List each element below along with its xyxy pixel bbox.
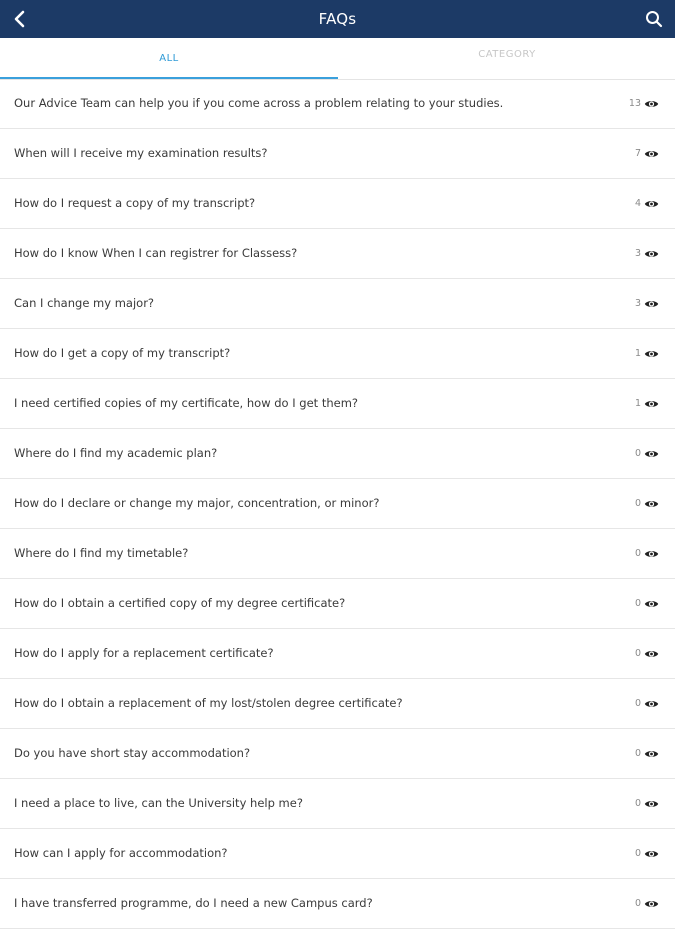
- view-count: 4: [634, 198, 641, 209]
- view-count: 0: [634, 898, 641, 909]
- faq-item[interactable]: [0, 129, 675, 179]
- faq-item[interactable]: [0, 729, 675, 779]
- view-count: 0: [634, 548, 641, 559]
- view-count: 1: [634, 398, 641, 409]
- faq-item[interactable]: [0, 229, 675, 279]
- faq-item[interactable]: [0, 429, 675, 479]
- faq-item[interactable]: [0, 529, 675, 579]
- faq-item[interactable]: [0, 329, 675, 379]
- faq-views: [635, 129, 659, 178]
- tab-category[interactable]: [338, 34, 675, 75]
- back-button[interactable]: [8, 7, 32, 31]
- eye-icon: [644, 249, 659, 259]
- eye-icon: [644, 699, 659, 709]
- faq-list: [0, 79, 675, 929]
- faq-views: [635, 729, 659, 778]
- eye-icon: [644, 299, 659, 309]
- eye-icon: [644, 549, 659, 559]
- faq-question: Can I change my major?: [14, 296, 155, 310]
- faq-question: Do you have short stay accommodation?: [14, 746, 251, 760]
- view-count: 0: [634, 498, 641, 509]
- view-count: 7: [634, 148, 641, 159]
- faq-question: Where do I find my timetable?: [14, 546, 189, 560]
- faq-question: How do I get a copy of my transcript?: [14, 346, 231, 360]
- faq-views: [635, 629, 659, 678]
- faq-views: [635, 379, 659, 428]
- tab-all-label: ALL: [159, 53, 179, 64]
- eye-icon: [644, 899, 659, 909]
- faq-item[interactable]: [0, 379, 675, 429]
- tab-all[interactable]: [0, 38, 338, 79]
- view-count: 0: [634, 448, 641, 459]
- view-count: 0: [634, 748, 641, 759]
- app-header: [0, 0, 675, 38]
- eye-icon: [644, 749, 659, 759]
- faq-views: [635, 679, 659, 728]
- faq-question: How do I request a copy of my transcript?: [14, 196, 256, 210]
- faq-question: When will I receive my examination results?: [14, 146, 268, 160]
- view-count: 3: [634, 248, 641, 259]
- faq-question: How do I obtain a certified copy of my degree certificate?: [14, 596, 346, 610]
- faq-item[interactable]: [0, 679, 675, 729]
- faq-item[interactable]: [0, 879, 675, 929]
- faq-views: [635, 479, 659, 528]
- faq-question: How do I obtain a replacement of my lost/stolen degree certificate?: [14, 696, 403, 710]
- search-icon: [645, 10, 663, 28]
- faq-views: [635, 279, 659, 328]
- faq-question: I need a place to live, can the University help me?: [14, 796, 303, 810]
- faq-question: Where do I find my academic plan?: [14, 446, 218, 460]
- faq-views: [635, 879, 659, 928]
- view-count: 13: [628, 98, 641, 109]
- view-count: 0: [634, 698, 641, 709]
- page-title: FAQs: [318, 10, 357, 28]
- view-count: 3: [634, 298, 641, 309]
- faq-views: [635, 779, 659, 828]
- eye-icon: [644, 199, 659, 209]
- eye-icon: [644, 399, 659, 409]
- faq-question: How do I know When I can registrer for Classess?: [14, 246, 298, 260]
- view-count: 0: [634, 648, 641, 659]
- faq-views: [635, 579, 659, 628]
- faq-item[interactable]: [0, 279, 675, 329]
- eye-icon: [644, 649, 659, 659]
- faq-item[interactable]: [0, 579, 675, 629]
- faq-views: [635, 329, 659, 378]
- view-count: 1: [634, 348, 641, 359]
- faq-views: [635, 429, 659, 478]
- faq-question: How do I declare or change my major, concentration, or minor?: [14, 496, 380, 510]
- faq-question: How can I apply for accommodation?: [14, 846, 228, 860]
- faq-item[interactable]: [0, 79, 675, 129]
- view-count: 0: [634, 598, 641, 609]
- faq-question: I need certified copies of my certificate, how do I get them?: [14, 396, 359, 410]
- eye-icon: [644, 349, 659, 359]
- eye-icon: [644, 499, 659, 509]
- eye-icon: [644, 799, 659, 809]
- faq-views: [635, 829, 659, 878]
- eye-icon: [644, 849, 659, 859]
- eye-icon: [644, 599, 659, 609]
- faq-question: How do I apply for a replacement certificate?: [14, 646, 274, 660]
- tab-category-label: CATEGORY: [478, 49, 536, 60]
- faq-views: [635, 179, 659, 228]
- tab-bar: [0, 38, 675, 80]
- faq-views: [635, 229, 659, 278]
- eye-icon: [644, 149, 659, 159]
- view-count: 0: [634, 798, 641, 809]
- faq-item[interactable]: [0, 479, 675, 529]
- eye-icon: [644, 449, 659, 459]
- faq-item[interactable]: [0, 829, 675, 879]
- faq-item[interactable]: [0, 779, 675, 829]
- faq-item[interactable]: [0, 629, 675, 679]
- faq-views: [635, 529, 659, 578]
- eye-icon: [644, 99, 659, 109]
- view-count: 0: [634, 848, 641, 859]
- faq-item[interactable]: [0, 179, 675, 229]
- faq-question: Our Advice Team can help you if you come across a problem relating to your studies.: [14, 96, 504, 110]
- faq-views: [629, 79, 659, 128]
- search-button[interactable]: [643, 8, 665, 30]
- faq-question: I have transferred programme, do I need a new Campus card?: [14, 896, 373, 910]
- chevron-left-icon: [13, 10, 27, 28]
